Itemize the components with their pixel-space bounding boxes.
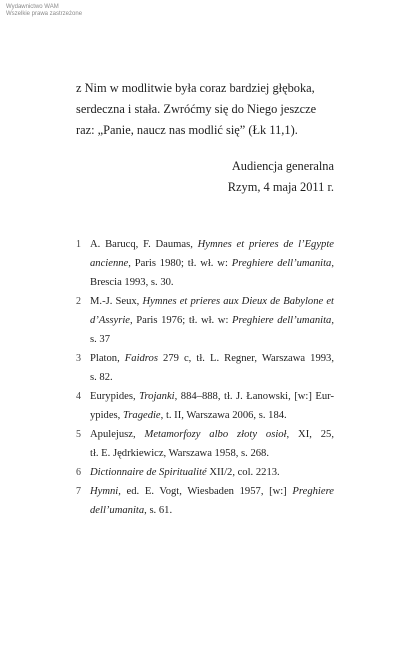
footnote-title-text: Preghiere dell’umanita [231,258,332,269]
footnote-text: , [331,315,335,326]
signature-place-date: Rzym, 4 maja 2011 r. [227,180,334,194]
footnote-title-text: ancienne [90,258,129,269]
signature-event: Audiencja generalna [231,159,334,173]
footnote-number: 6 [76,467,81,478]
footnote-number: 5 [76,429,81,440]
footnote-text: XII/2, col. 2213. [206,467,280,478]
signature-block [76,156,334,198]
publisher-name: Wydawnictwo WAM [6,4,59,10]
footnote-item [76,292,334,349]
footnote-number: 1 [76,239,81,250]
footnote-line [90,235,334,254]
footnote-text: Brescia 1993, s. 30. [90,277,174,288]
footnote-line [90,444,334,463]
footnote-title-text: d’Assyrie [90,315,131,326]
footnote-item [76,349,334,387]
footnote-line [90,425,334,444]
footnote-line [90,273,334,292]
footnote-item [76,463,334,482]
footnote-text: tł. E. Jędrkiewicz, Warszawa 1958, s. 268. [90,448,269,459]
footnote-title-text: Hymni [90,486,119,497]
footnote-line [90,406,334,425]
footnote-title-text: Trojanki [139,391,175,402]
footnote-title-text: dell’umanita [90,505,145,516]
footnote-text: Apulejusz, [90,429,145,440]
footnote-text: Platon, [90,353,125,364]
footnote-text: ypides, [90,410,123,421]
rights-notice: Wszelkie prawa zastrzeżone [6,11,83,17]
footnote-text: Eurypides, [90,391,140,402]
footnote-line [90,292,334,311]
footnote-text: , s. 61. [144,505,173,516]
footnote-line [90,463,334,482]
footnote-title-text: Preghiere [292,486,334,497]
footnote-text: s. 82. [90,372,113,383]
footnote-text: s. 37 [90,334,111,345]
footnote-text: M.-J. Seux, [90,296,143,307]
footnote-item [76,482,334,520]
footnote-title-text: Hymnes et prieres de l’Egypte [197,239,334,250]
footnote-item [76,387,334,425]
footnotes-list [76,235,334,520]
footnote-text: , [331,258,334,269]
footnote-title-text: Hymnes et prieres aux Dieux de Babylone et [142,296,335,307]
footnote-item [76,425,334,463]
footnote-number: 3 [76,353,81,364]
footnote-title-text: Metamorfozy albo złoty osioł [144,429,287,440]
footnote-line [90,387,334,406]
footnote-line [90,482,334,501]
footnote-title-text: Dictionnaire de Spiritualité [90,467,207,478]
footnote-line [90,349,334,368]
paragraph-line: serdeczna i stała. Zwróćmy się do Niego jeszcze [76,102,317,116]
footnote-text: , Paris 1980; tł. wł. w: [128,258,232,269]
page-header [6,4,82,18]
footnote-text: , XI, 25, [286,429,335,440]
footnote-line [90,501,334,520]
footnote-text: , Paris 1976; tł. wł. w: [130,315,233,326]
paragraph-line: raz: „Panie, naucz nas modlić się” (Łk 11,1). [76,123,298,137]
footnote-text: , ed. E. Vogt, Wiesbaden 1957, [w:] [118,486,293,497]
body-paragraph [76,78,334,141]
footnote-number: 7 [76,486,81,497]
footnote-text: , t. II, Warszawa 2006, s. 184. [160,410,287,421]
paragraph-line: z Nim w modlitwie była coraz bardziej głęboka, [76,81,315,95]
footnote-line [90,368,334,387]
footnote-line [90,330,334,349]
footnote-title-text: Faidros [124,353,158,364]
footnote-title-text: Preghiere dell’umanita [232,315,332,326]
footnote-number: 2 [76,296,81,307]
footnote-text: , 884–888, tł. J. Łanowski, [w:] Eur- [174,391,334,402]
footnote-item [76,235,334,292]
footnote-text: A. Barucq, F. Daumas, [90,239,198,250]
footnote-line [90,254,334,273]
footnote-number: 4 [76,391,81,402]
footnote-title-text: Tragedie [122,410,161,421]
footnote-line [90,311,334,330]
footnote-text: 279 c, tł. L. Regner, Warszawa 1993, [157,353,335,364]
